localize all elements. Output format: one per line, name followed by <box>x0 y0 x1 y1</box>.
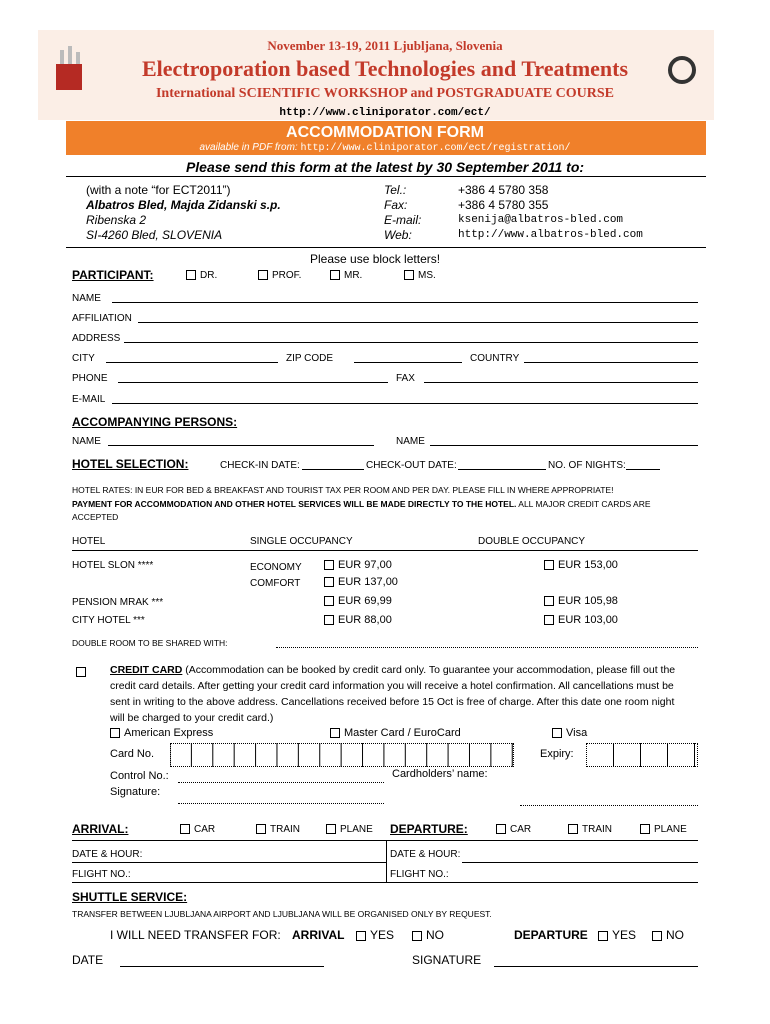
send-street: Ribenska 2 <box>86 213 147 227</box>
title-dr[interactable] <box>186 270 217 281</box>
arrival-plane[interactable] <box>326 824 373 835</box>
signature-label: Signature: <box>110 786 161 798</box>
transfer-arrival-label: ARRIVAL <box>292 928 345 942</box>
send-contact-labels <box>384 183 421 243</box>
send-heading: Please send this form at the latest by 30 September 2011 to: <box>185 159 585 175</box>
hotel-city: CITY HOTEL *** <box>72 615 145 626</box>
email-label-field: E-MAIL <box>72 394 106 405</box>
shuttle-date-label: DATE <box>72 953 104 967</box>
shared-field[interactable] <box>276 647 698 648</box>
payment-rest: ALL MAJOR CREDIT CARDS ARE <box>516 499 651 509</box>
checkbox[interactable] <box>326 824 336 834</box>
credit-text2: credit card details. After getting your credit card information you will receive a hotel confirmation. All cancellations must be <box>110 680 674 692</box>
departure-yes[interactable] <box>598 928 636 942</box>
send-bottom-line <box>66 247 706 248</box>
checkout-field[interactable] <box>458 469 546 470</box>
arrival-no[interactable] <box>412 928 444 942</box>
master-label: Master Card / EuroCard <box>344 727 461 739</box>
credit-text4: will be charged to your credit card.) <box>110 712 274 724</box>
slon-comfort-price: EUR 137,00 <box>338 576 398 588</box>
fax-field[interactable] <box>424 382 698 383</box>
checkbox[interactable] <box>258 270 268 280</box>
col-double: DOUBLE OCCUPANCY <box>478 536 586 547</box>
control-field[interactable] <box>178 782 384 783</box>
send-underline <box>66 176 706 177</box>
phone-field[interactable] <box>118 382 388 383</box>
checkbox[interactable] <box>552 728 562 738</box>
header-dates: November 13-19, 2011 Ljubljana, Slovenia <box>267 38 503 53</box>
fax-value: +386 4 5780 355 <box>458 198 549 212</box>
payment-note <box>72 499 651 509</box>
departure-train-label: TRAIN <box>582 824 612 835</box>
checkout-label: CHECK-OUT DATE: <box>366 460 457 471</box>
checkbox[interactable] <box>412 931 422 941</box>
checkbox[interactable] <box>324 560 334 570</box>
city-double-price: EUR 103,00 <box>558 614 618 626</box>
shared-label: DOUBLE ROOM TO BE SHARED WITH: <box>72 638 228 648</box>
checkbox[interactable] <box>356 931 366 941</box>
email-label: E-mail: <box>384 213 422 227</box>
mrak-double-option[interactable] <box>544 595 618 607</box>
title-dr-label: DR. <box>200 270 218 281</box>
checkbox[interactable] <box>544 560 554 570</box>
checkbox[interactable] <box>180 824 190 834</box>
acc-name1-label: NAME <box>72 436 101 447</box>
address-field[interactable] <box>124 342 698 343</box>
address-label: ADDRESS <box>72 333 121 344</box>
name-field[interactable] <box>112 302 698 303</box>
slon-double-price: EUR 153,00 <box>558 559 618 571</box>
cardno-boxes[interactable] <box>170 743 514 767</box>
master-option[interactable] <box>330 727 461 739</box>
country-field[interactable] <box>524 362 698 363</box>
col-hotel: HOTEL <box>72 536 106 547</box>
accompanying-label: ACCOMPANYING PERSONS: <box>72 415 238 429</box>
city-field[interactable] <box>106 362 278 363</box>
send-note: (with a note “for ECT2011”) <box>86 183 231 197</box>
send-address <box>86 183 281 243</box>
title-mr-label: MR. <box>344 270 363 281</box>
checkbox[interactable] <box>496 824 506 834</box>
arrival-top-line <box>72 840 698 841</box>
departure-label: DEPARTURE: <box>390 822 468 836</box>
payment-bold: PAYMENT FOR ACCOMMODATION AND OTHER HOTEL SERVICES WILL BE MADE DIRECTLY TO THE HOTEL. <box>72 499 517 509</box>
affiliation-field[interactable] <box>138 322 698 323</box>
arrival-yes-label: YES <box>370 928 395 942</box>
nights-field[interactable] <box>626 469 660 470</box>
credit-label: CREDIT CARD <box>110 664 183 676</box>
control-label: Control No.: <box>110 770 169 782</box>
mrak-single-option[interactable] <box>324 595 392 607</box>
zip-field[interactable] <box>354 362 462 363</box>
arrival-yes[interactable] <box>356 928 394 942</box>
credit-text3: sent in writing to the above address. Cancellations received before 15 Oct is free of charge. After this date one room night <box>110 696 675 708</box>
departure-car[interactable] <box>496 824 531 835</box>
send-contact-values <box>458 183 643 243</box>
table-header-line <box>72 550 698 551</box>
header-url[interactable]: http://www.cliniporator.com/ect/ <box>279 107 491 119</box>
banner-title: ACCOMMODATION FORM <box>286 124 484 141</box>
tel-value: +386 4 5780 358 <box>458 183 549 197</box>
checkbox[interactable] <box>404 270 414 280</box>
slon-comfort-option[interactable] <box>324 576 398 588</box>
arrival-label: ARRIVAL: <box>72 822 129 836</box>
arrival-no-label: NO <box>426 928 444 942</box>
holder-label: Cardholders’ name: <box>392 768 488 780</box>
checkbox[interactable] <box>256 824 266 834</box>
header-subtitle: International SCIENTIFIC WORKSHOP and POSTGRADUATE COURSE <box>155 86 615 101</box>
credit-text <box>110 662 710 726</box>
shuttle-signature-field[interactable] <box>494 966 698 967</box>
fax-label-field: FAX <box>396 373 415 384</box>
expiry-label: Expiry: <box>540 748 574 760</box>
name-label: NAME <box>72 293 101 304</box>
banner-available <box>0 142 770 154</box>
arrival-car[interactable] <box>180 824 215 835</box>
expiry-boxes[interactable] <box>586 743 698 767</box>
departure-plane-label: PLANE <box>654 824 687 835</box>
acc-name2-label: NAME <box>396 436 425 447</box>
shuttle-label: SHUTTLE SERVICE: <box>72 890 188 904</box>
credit-checkbox[interactable] <box>76 663 90 681</box>
departure-no-label: NO <box>666 928 684 942</box>
checkbox[interactable] <box>652 931 662 941</box>
hotel-mrak: PENSION MRAK *** <box>72 597 164 608</box>
departure-flight-field[interactable] <box>386 882 698 883</box>
slon-economy-price: EUR 97,00 <box>338 559 392 571</box>
arrival-train[interactable] <box>256 824 300 835</box>
arrival-flight-field[interactable] <box>72 882 386 883</box>
amex-label: American Express <box>124 727 214 739</box>
acc-name1-field[interactable] <box>108 445 374 446</box>
phone-label: PHONE <box>72 373 108 384</box>
checkbox[interactable] <box>324 577 334 587</box>
acc-name2-field[interactable] <box>430 445 698 446</box>
arrival-car-label: CAR <box>194 824 216 835</box>
arrival-flight-label: FLIGHT NO.: <box>72 869 131 880</box>
visa-option[interactable] <box>552 727 587 739</box>
visa-label: Visa <box>566 727 588 739</box>
title-mr[interactable] <box>330 270 362 281</box>
cardno-label: Card No. <box>110 748 155 760</box>
checkbox[interactable] <box>324 596 334 606</box>
nights-label: NO. OF NIGHTS: <box>548 460 626 471</box>
accepted-note: ACCEPTED <box>72 512 119 522</box>
send-company: Albatros Bled, Majda Zidanski s.p. <box>86 198 281 212</box>
amex-option[interactable] <box>110 727 213 739</box>
web-label: Web: <box>384 228 412 242</box>
arrival-plane-label: PLANE <box>340 824 373 835</box>
title-prof-label: PROF. <box>272 270 302 281</box>
holder-field[interactable] <box>520 805 698 806</box>
mrak-single-price: EUR 69,99 <box>338 595 392 607</box>
transfer-need <box>110 928 281 942</box>
title-ms[interactable] <box>404 270 436 281</box>
signature-field[interactable] <box>178 803 384 804</box>
slon-economy-option[interactable] <box>324 559 392 571</box>
departure-no[interactable] <box>652 928 684 942</box>
header-title: Electroporation based Technologies and Treatments <box>141 56 629 81</box>
departure-flight-label: FLIGHT NO.: <box>390 869 449 880</box>
shuttle-date-field[interactable] <box>120 966 324 967</box>
credit-text1: (Accommodation can be booked by credit card only. To guarantee your accommodation, please fill out the <box>182 664 676 676</box>
col-single: SINGLE OCCUPANCY <box>250 536 353 547</box>
departure-train[interactable] <box>568 824 612 835</box>
checkin-label: CHECK-IN DATE: <box>220 460 300 471</box>
affiliation-label: AFFILIATION <box>72 313 132 324</box>
transfer-departure-label: DEPARTURE <box>514 928 588 942</box>
city-single-option[interactable] <box>324 614 392 626</box>
block-letters-note: Please use block letters! <box>310 252 441 266</box>
slon-comfort-label: COMFORT <box>250 578 301 589</box>
send-city: SI-4260 Bled, SLOVENIA <box>86 228 223 242</box>
transfer-need-label: I WILL NEED TRANSFER FOR: <box>110 928 281 942</box>
slon-double-option[interactable] <box>544 559 618 571</box>
shuttle-signature-label: SIGNATURE <box>412 953 482 967</box>
checkbox[interactable] <box>598 931 608 941</box>
checkbox[interactable] <box>544 615 554 625</box>
checkbox[interactable] <box>330 728 340 738</box>
city-single-price: EUR 88,00 <box>338 614 392 626</box>
departure-plane[interactable] <box>640 824 687 835</box>
fax-label: Fax: <box>384 198 408 212</box>
checkbox[interactable] <box>568 824 578 834</box>
arrival-date-label: DATE & HOUR: <box>72 849 143 860</box>
tel-label: Tel.: <box>384 183 407 197</box>
web-value[interactable]: http://www.albatros-bled.com <box>458 229 643 241</box>
participant-label: PARTICIPANT: <box>72 268 154 282</box>
arrival-train-label: TRAIN <box>270 824 300 835</box>
departure-date-field[interactable] <box>462 862 698 863</box>
shuttle-note: TRANSFER BETWEEN LJUBLJANA AIRPORT AND LJUBLJANA WILL BE ORGANISED ONLY BY REQUEST. <box>72 909 492 919</box>
available-url[interactable]: http://www.cliniporator.com/ect/registration/ <box>300 143 571 154</box>
city-label: CITY <box>72 353 95 364</box>
checkbox[interactable] <box>544 596 554 606</box>
title-prof[interactable] <box>258 270 301 281</box>
available-prefix: available in PDF from: <box>199 142 298 153</box>
departure-yes-label: YES <box>612 928 637 942</box>
departure-date-label: DATE & HOUR: <box>390 849 461 860</box>
email-value[interactable]: ksenija@albatros-bled.com <box>458 214 624 226</box>
email-field[interactable] <box>112 403 698 404</box>
checkin-field[interactable] <box>302 469 364 470</box>
city-double-option[interactable] <box>544 614 618 626</box>
slon-economy-label: ECONOMY <box>250 562 302 573</box>
checkbox[interactable] <box>324 615 334 625</box>
rates-note: HOTEL RATES: IN EUR FOR BED & BREAKFAST AND TOURIST TAX PER ROOM AND PER DAY. PLEASE FILL IN WHERE APPROPRIATE! <box>72 485 614 495</box>
checkbox[interactable] <box>110 728 120 738</box>
departure-car-label: CAR <box>510 824 532 835</box>
arrival-date-field[interactable] <box>72 862 386 863</box>
arrival-divider <box>386 840 387 882</box>
checkbox[interactable] <box>76 667 86 677</box>
checkbox[interactable] <box>640 824 650 834</box>
checkbox[interactable] <box>330 270 340 280</box>
hotel-selection-label: HOTEL SELECTION: <box>72 457 189 471</box>
checkbox[interactable] <box>186 270 196 280</box>
zip-label: ZIP CODE <box>286 353 334 364</box>
country-label: COUNTRY <box>470 353 520 364</box>
hotel-slon: HOTEL SLON **** <box>72 560 154 571</box>
title-ms-label: MS. <box>418 270 436 281</box>
mrak-double-price: EUR 105,98 <box>558 595 618 607</box>
